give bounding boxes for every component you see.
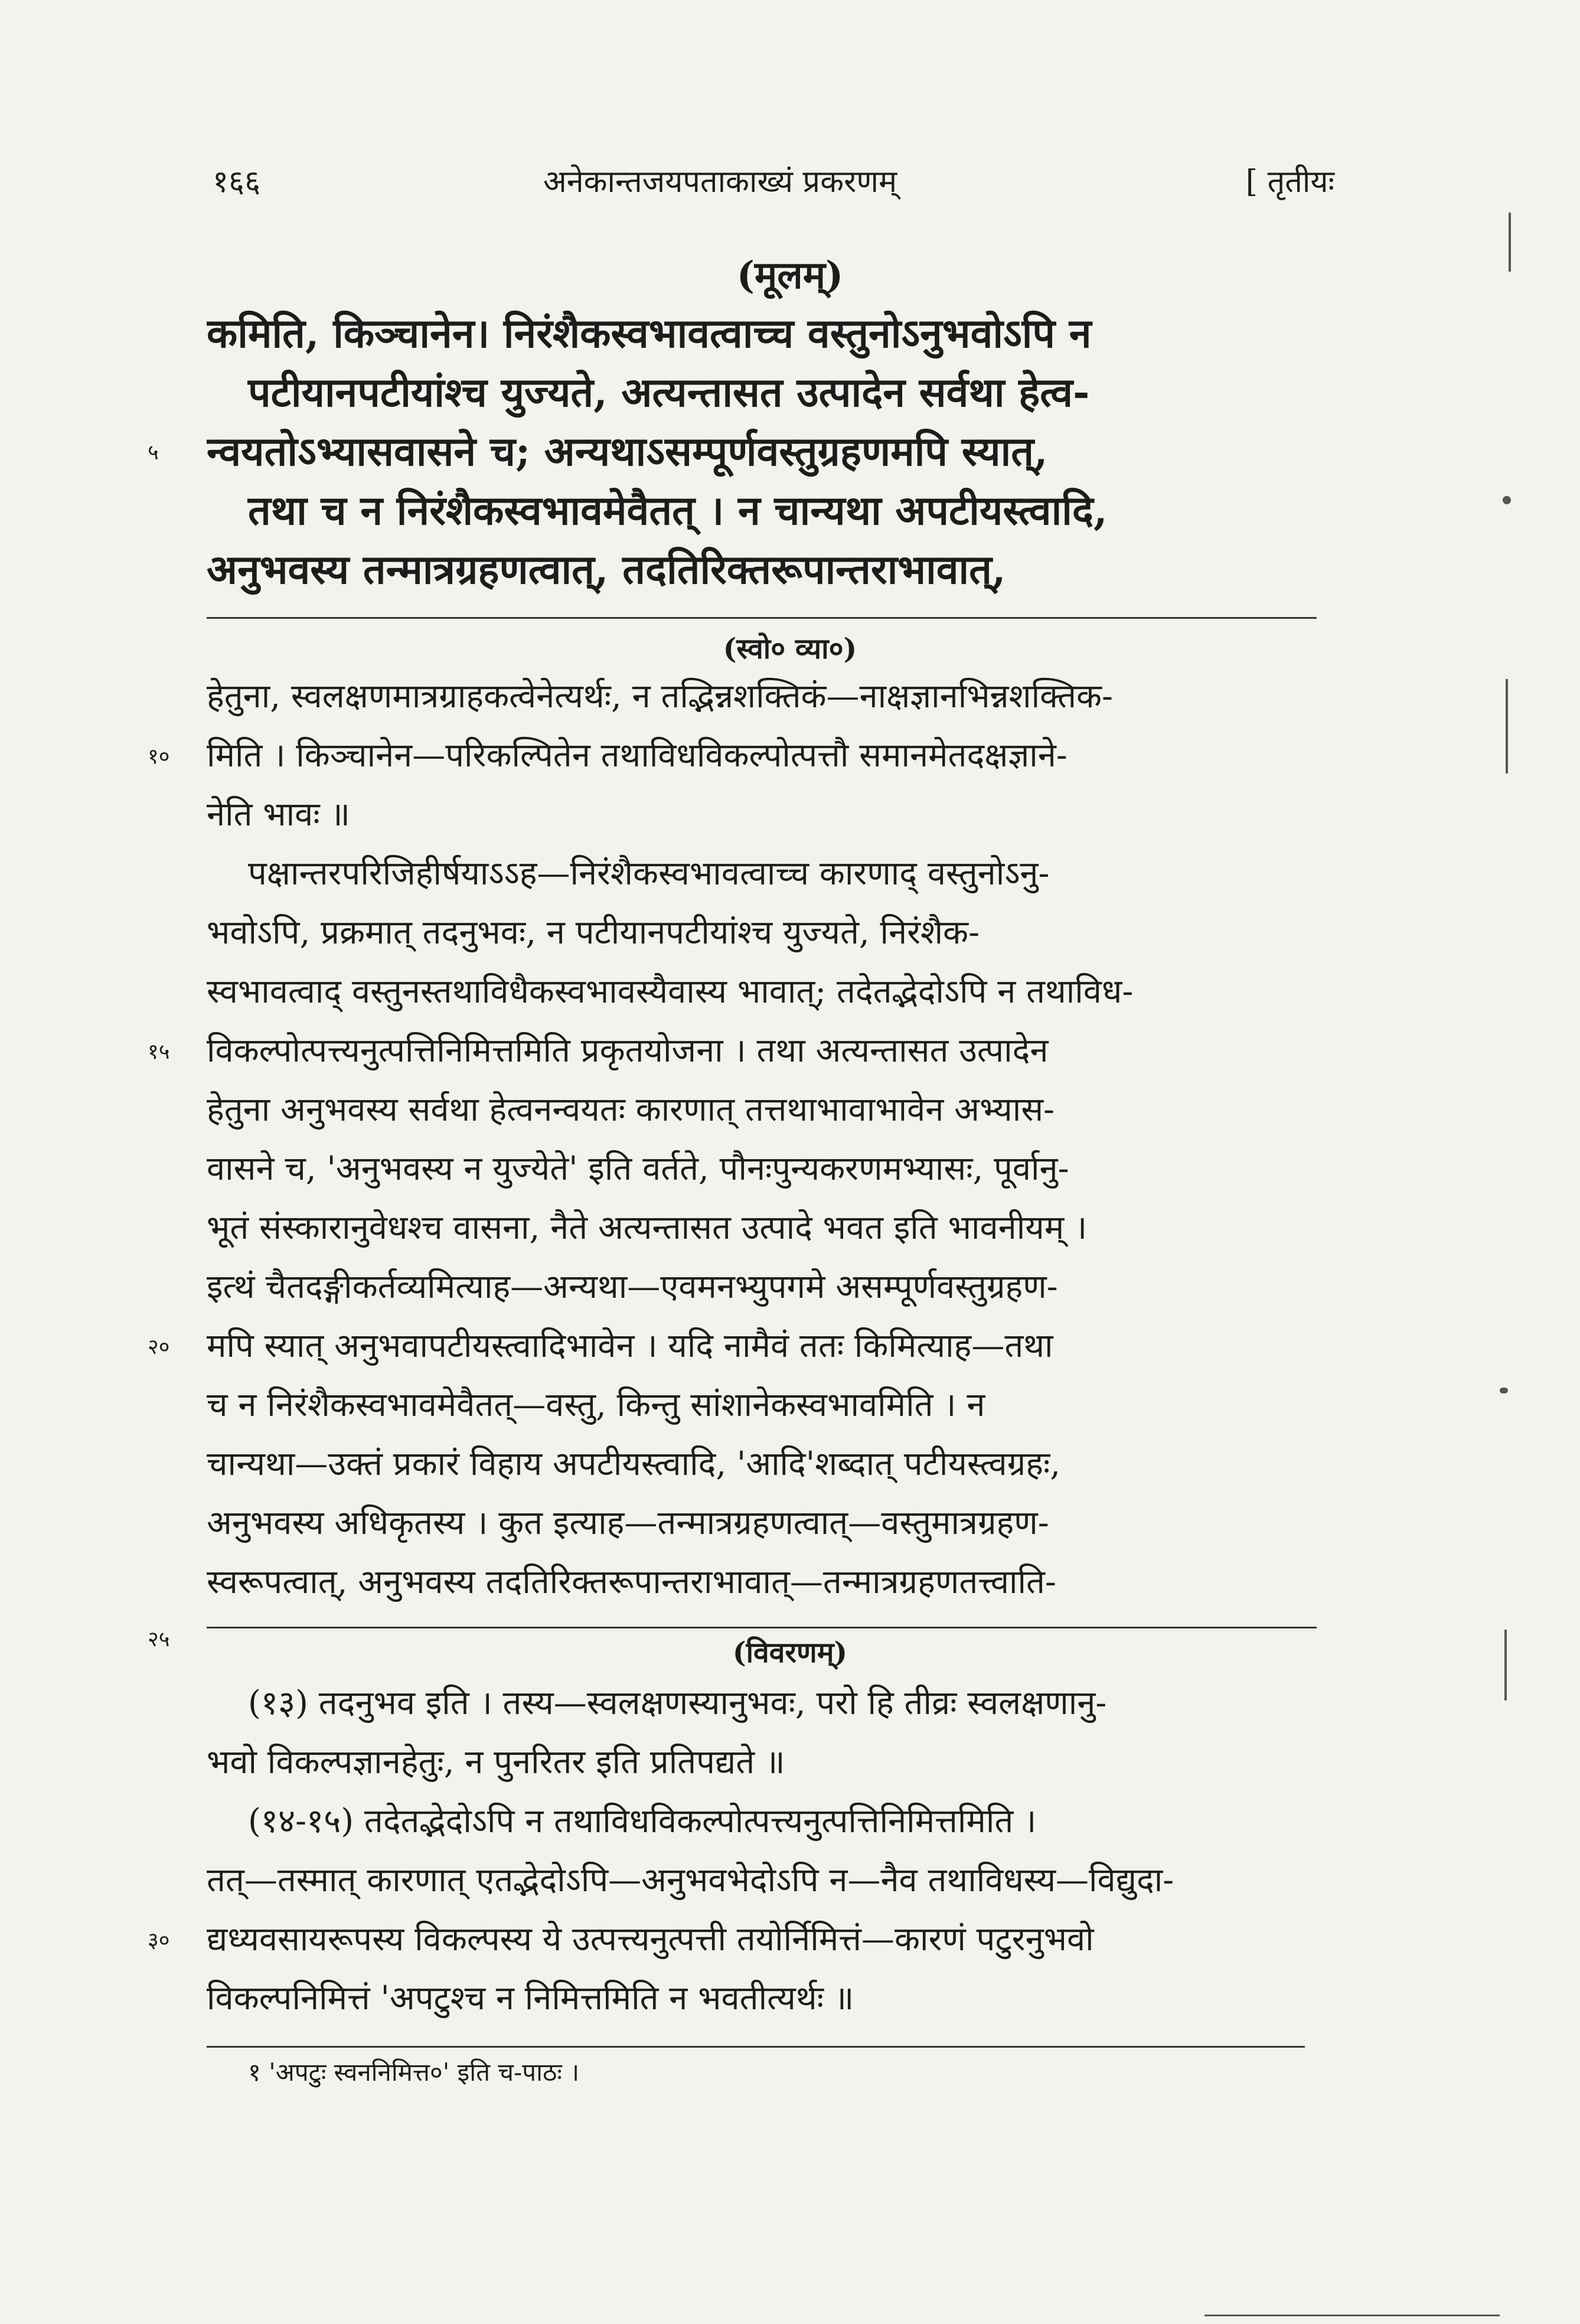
commentary-line: अनुभवस्य अधिकृतस्य । कुत इत्याह—तन्मात्रग्रहणत्वात्—वस्तुमात्रग्रहण-: [207, 1504, 1049, 1542]
margin-mark: [1506, 679, 1508, 773]
page-header: [213, 148, 1334, 201]
vivarana-line: (१४-१५) तदेतद्भेदोऽपि न तथाविधविकल्पोत्पत्त्यनुत्पत्तिनिमित्तमिति ।: [248, 1802, 1037, 1840]
vivarana-line: (१३) तदनुभव इति । तस्य—स्वलक्षणस्यानुभवः, परो हि तीव्रः स्वलक्षणानु-: [248, 1684, 1107, 1722]
mula-line: पटीयानपटीयांश्च युज्यते, अत्यन्तासत उत्पादेन सर्वथा हेत्व-: [248, 369, 1090, 416]
commentary-line: नेति भावः ॥: [207, 795, 350, 834]
vivarana-line: द्यध्यवसायरूपस्य विकल्पस्य ये उत्पत्त्यनुत्पत्ती तयोर्निमित्तं—कारणं पटुरनुभवो: [207, 1920, 1094, 1959]
line-number: १५: [148, 1040, 170, 1064]
margin-mark: [1500, 1388, 1508, 1393]
commentary-line: मपि स्यात् अनुभवापटीयस्त्वादिभावेन । यदि नामैवं ततः किमित्याह—तथा: [207, 1327, 1053, 1365]
line-number: २०: [148, 1335, 170, 1359]
commentary-line: पक्षान्तरपरिजिहीर्षयाऽऽह—निरंशैकस्वभावत्वाच्च कारणाद् वस्तुनोऽनु-: [248, 854, 1050, 893]
line-number: ५: [148, 440, 159, 465]
commentary-line: इत्थं चैतदङ्गीकर्तव्यमित्याह—अन्यथा—एवमनभ्युपगमे असम्पूर्णवस्तुग्रहण-: [207, 1268, 1058, 1306]
page-number: १६६: [213, 164, 261, 200]
vivarana-line: तत्—तस्मात् कारणात् एतद्भेदोऽपि—अनुभवभेदोऽपि न—नैव तथाविधस्य—विद्युदा-: [207, 1861, 1174, 1899]
commentary-line: स्वरूपत्वात्, अनुभवस्य तदतिरिक्तरूपान्तराभावात्—तन्मात्रग्रहणतत्त्वाति-: [207, 1563, 1056, 1601]
mula-line: अनुभवस्य तन्मात्रग्रहणत्वात्, तदतिरिक्तरूपान्तराभावात्,: [207, 546, 1006, 593]
margin-mark: [1504, 1630, 1507, 1700]
commentary-heading: (स्वो० व्या०): [723, 632, 857, 665]
mula-heading: (मूलम्): [736, 253, 844, 298]
commentary-line: हेतुना अनुभवस्य सर्वथा हेत्वनन्वयतः कारणात् तत्तथाभावाभावेन अभ्यास-: [207, 1091, 1055, 1129]
mula-line: न्वयतोऽभ्यासवासने च; अन्यथाऽसम्पूर्णवस्तुग्रहणमपि स्यात्,: [207, 428, 1048, 475]
vivarana-line: भवो विकल्पज्ञानहेतुः, न पुनरितर इति प्रतिपद्यते ॥: [207, 1743, 785, 1781]
margin-mark: [1503, 496, 1511, 504]
vivarana-line: विकल्पनिमित्तं 'अपटुश्च न निमित्तमिति न भवतीत्यर्थः ॥: [207, 1979, 854, 2018]
commentary-line: भवोऽपि, प्रक्रमात् तदनुभवः, न पटीयानपटीयांश्च युज्यते, निरंशैक-: [207, 913, 980, 952]
margin-mark: [1204, 2315, 1500, 2316]
commentary-line: हेतुना, स्वलक्षणमात्रग्राहकत्वेनेत्यर्थः, न तद्भिन्नशक्तिकं—नाक्षज्ञानभिन्नशक्तिक-: [207, 677, 1113, 716]
running-title: अनेकान्तजयपताकाख्यं प्रकरणम्: [543, 164, 897, 200]
line-number: २५: [148, 1627, 170, 1651]
mula-line: तथा च न निरंशैकस्वभावमेवैतत् । न चान्यथा अपटीयस्त्वादि,: [248, 487, 1108, 534]
footnote-divider: [207, 2046, 1305, 2048]
vivarana-heading: (विवरणम्): [732, 1636, 848, 1669]
divider: [207, 1627, 1317, 1628]
commentary-line: स्वभावत्वाद् वस्तुनस्तथाविधैकस्वभावस्यैवास्य भावात्; तदेतद्भेदोऽपि न तथाविध-: [207, 972, 1134, 1011]
section-marker: [ तृतीयः: [1245, 164, 1334, 200]
mula-line: कमिति, किञ्चानेन। निरंशैकस्वभावत्वाच्च वस्तुनोऽनुभवोऽपि न: [207, 310, 1092, 357]
commentary-line: चान्यथा—उक्तं प्रकारं विहाय अपटीयस्त्वादि, 'आदि'शब्दात् पटीयस्त्वग्रहः,: [207, 1445, 1061, 1483]
commentary-line: भूतं संस्कारानुवेधश्च वासना, नैते अत्यन्तासत उत्पादे भवत इति भावनीयम् ।: [207, 1209, 1088, 1247]
commentary-line: वासने च, 'अनुभवस्य न युज्येते' इति वर्तते, पौनःपुन्यकरणमभ्यासः, पूर्वानु-: [207, 1150, 1069, 1188]
divider: [207, 617, 1317, 619]
commentary-line: विकल्पोत्पत्त्यनुत्पत्तिनिमित्तमिति प्रकृतयोजना । तथा अत्यन्तासत उत्पादेन: [207, 1032, 1049, 1070]
line-number: १०: [148, 745, 170, 769]
commentary-line: मिति । किञ्चानेन—परिकल्पितेन तथाविधविकल्पोत्पत्तौ समानमेतदक्षज्ञाने-: [207, 736, 1068, 775]
margin-mark: [1509, 213, 1511, 272]
footnote-text: १ 'अपटुः स्वननिमित्त०' इति च-पाठः ।: [248, 2058, 580, 2087]
line-number: ३०: [148, 1928, 170, 1953]
commentary-line: च न निरंशैकस्वभावमेवैतत्—वस्तु, किन्तु सांशानेकस्वभावमिति । न: [207, 1386, 985, 1424]
